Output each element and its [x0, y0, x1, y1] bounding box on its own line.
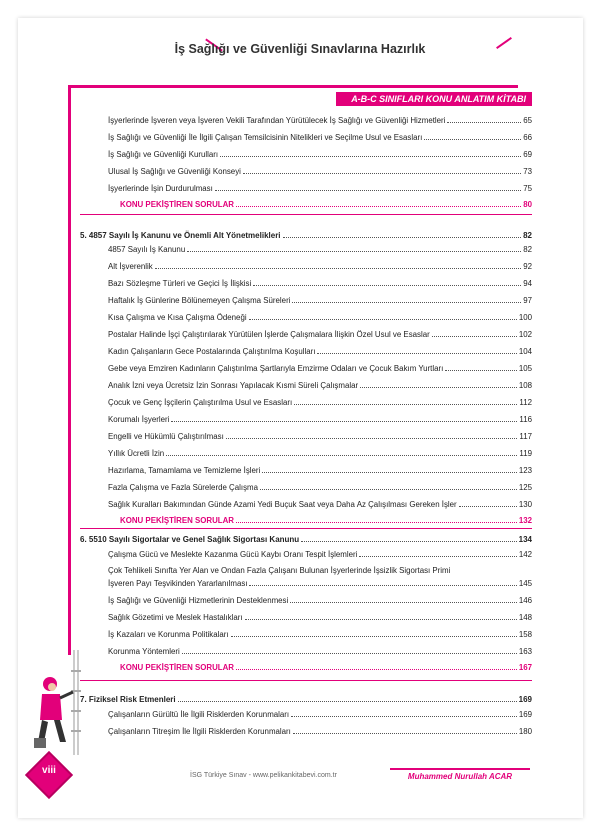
toc-entry-title: İş Kazaları ve Korunma Politikaları — [108, 630, 229, 639]
toc-entry-title: Sağlık Kuralları Bakımından Günde Azami Yedi Buçuk Saat veya Daha Az Çalışılması Gereken İşler — [108, 500, 457, 509]
section-divider — [80, 214, 532, 215]
toc-entry[interactable] — [80, 260, 532, 272]
toc-entry[interactable] — [80, 708, 532, 720]
toc-entry-title: KONU PEKİŞTİREN SORULAR — [120, 516, 234, 525]
page-title: İş Sağlığı ve Güvenliği Sınavlarına Hazırlık — [174, 42, 426, 56]
toc-entry-page: 82 — [523, 245, 532, 254]
section-divider — [80, 680, 532, 681]
toc-review-questions[interactable] — [80, 514, 532, 526]
toc-entry-title: 6. 5510 Sayılı Sigortalar ve Genel Sağlık Sigortası Kanunu — [80, 535, 300, 544]
toc-entry-title: 7. Fiziksel Risk Etmenleri — [80, 695, 176, 704]
toc-entry[interactable] — [80, 182, 532, 194]
toc-entry-page: 123 — [518, 466, 532, 475]
toc-entry[interactable] — [80, 294, 532, 306]
toc-entry-title: İş Sağlığı ve Güvenliği İle İlgili Çalışan Temsilcisinin Nitelikleri ve Seçilme Usul ve Esasları — [108, 133, 423, 142]
toc-entry[interactable] — [80, 481, 532, 493]
toc-entry-title: Engelli ve Hükümlü Çalıştırılması — [108, 432, 224, 441]
toc-entry[interactable] — [80, 243, 532, 255]
toc-entry[interactable] — [80, 396, 532, 408]
toc-entry[interactable] — [80, 379, 532, 391]
toc-entry-page: 80 — [523, 200, 532, 209]
toc-entry-page: 169 — [518, 710, 532, 719]
toc-entry-page: 108 — [518, 381, 532, 390]
toc-entry[interactable] — [80, 725, 532, 737]
toc-entry-title: Korunma Yöntemleri — [108, 647, 180, 656]
toc-entry-page: 69 — [523, 150, 532, 159]
toc-entry[interactable] — [80, 328, 532, 340]
toc-section-heading[interactable] — [80, 229, 532, 241]
toc-entry[interactable] — [80, 277, 532, 289]
toc-entry-title: Çalışanların Gürültü İle İlgili Risklerden Korunmaları — [108, 710, 290, 719]
toc-entry[interactable] — [80, 165, 532, 177]
toc-entry-title: Alt İşverenlik — [108, 262, 153, 271]
toc-entry-page: 116 — [519, 415, 532, 424]
toc-entry-page: 65 — [523, 116, 532, 125]
toc-entry[interactable] — [80, 548, 532, 560]
toc-entry-page: 125 — [518, 483, 532, 492]
toc-entry-page: 163 — [518, 647, 532, 656]
toc-entry-title: Kadın Çalışanların Gece Postalarında Çalıştırılma Koşulları — [108, 347, 316, 356]
toc-entry-title: Fazla Çalışma ve Fazla Sürelerde Çalışma — [108, 483, 258, 492]
toc-entry[interactable] — [80, 345, 532, 357]
toc-entry-page: 146 — [518, 596, 532, 605]
toc-entry-page: 66 — [523, 133, 532, 142]
toc-entry-title: Haftalık İş Günlerine Bölünemeyen Çalışma Süreleri — [108, 296, 291, 305]
toc-entry-title: İşyerlerinde İşin Durdurulması — [108, 184, 213, 193]
toc-entry[interactable] — [80, 114, 532, 126]
toc-section-heading[interactable] — [80, 533, 532, 545]
toc-entry-page: 134 — [518, 535, 532, 544]
toc-entry-page: 180 — [518, 727, 532, 736]
toc-entry[interactable] — [80, 311, 532, 323]
toc-entry-title: Postalar Halinde İşçi Çalıştırılarak Yürütülen İşlerde Çalışmalara İlişkin Özel Usul ve Esaslar — [108, 330, 430, 339]
toc-entry-page: 73 — [523, 167, 532, 176]
toc-entry-title: Bazı Sözleşme Türleri ve Geçici İş İlişkisi — [108, 279, 252, 288]
toc-review-questions[interactable] — [80, 198, 532, 210]
toc-entry-title: İşyerlerinde İşveren veya İşveren Vekili Tarafından Yürütülecek İş Sağlığı ve Güvenliği Hizmetleri — [108, 116, 446, 125]
book-subtitle: A-B-C SINIFLARI KONU ANLATIM KİTABI — [336, 92, 532, 106]
toc-entry-title: KONU PEKİŞTİREN SORULAR — [120, 663, 234, 672]
toc-entry-title: Korumalı İşyerleri — [108, 415, 170, 424]
footer-website: İSG Türkiye Sınav - www.pelikankitabevi.com.tr — [190, 772, 337, 779]
toc-entry-title: Çalışma Gücü ve Meslekte Kazanma Gücü Kaybı Oranı Tespit İşlemleri — [108, 550, 358, 559]
toc-entry-title: Analık İzni veya Ücretsiz İzin Sonrası Yapılacak Kısmi Süreli Çalışmalar — [108, 381, 359, 390]
toc-entry-page: 82 — [523, 231, 532, 240]
toc-entry-title: İşveren Payı Teşvikinden Yararlanılması — [108, 579, 248, 588]
toc-section-heading[interactable] — [80, 693, 532, 705]
toc-entry-multiline-line1: Çok Tehlikeli Sınıfta Yer Alan ve Ondan Fazla Çalışanı Bulunan İşyerlerinde İşsizlik Sigortası Primi — [108, 566, 451, 575]
toc-entry[interactable] — [80, 447, 532, 459]
page-number: viii — [42, 765, 56, 776]
toc-entry-page: 105 — [518, 364, 532, 373]
toc-entry[interactable] — [80, 148, 532, 160]
toc-entry-page: 132 — [518, 516, 532, 525]
toc-entry[interactable] — [80, 628, 532, 640]
toc-entry[interactable] — [80, 362, 532, 374]
toc-entry-title: İş Sağlığı ve Güvenliği Kurulları — [108, 150, 219, 159]
toc-entry-page: 94 — [523, 279, 532, 288]
toc-entry-title: Çocuk ve Genç İşçilerin Çalıştırılma Usul ve Esasları — [108, 398, 293, 407]
toc-entry[interactable] — [80, 131, 532, 143]
toc-entry-title: Sağlık Gözetimi ve Meslek Hastalıkları — [108, 613, 243, 622]
toc-entry-page: 119 — [519, 449, 532, 458]
toc-entry-page: 75 — [523, 184, 532, 193]
toc-entry[interactable] — [80, 413, 532, 425]
frame-top-border — [68, 85, 518, 88]
toc-review-questions[interactable] — [80, 661, 532, 673]
toc-entry[interactable] — [80, 464, 532, 476]
toc-entry-title: Çalışanların Titreşim İle İlgili Risklerden Korunmaları — [108, 727, 291, 736]
toc-entry-page: 148 — [518, 613, 532, 622]
toc-entry-page: 145 — [518, 579, 532, 588]
toc-entry[interactable] — [80, 611, 532, 623]
toc-entry-page: 158 — [518, 630, 532, 639]
toc-entry[interactable] — [80, 430, 532, 442]
frame-left-border — [68, 85, 71, 655]
climbing-worker-illustration-icon — [26, 650, 86, 760]
toc-entry-page: 112 — [519, 398, 532, 407]
toc-entry-page: 97 — [523, 296, 532, 305]
toc-entry-title: Gebe veya Emziren Kadınların Çalıştırılma Şartlarıyla Emzirme Odaları ve Çocuk Bakım Yurtları — [108, 364, 444, 373]
footer-author: Muhammed Nurullah ACAR — [390, 768, 530, 784]
toc-entry-page: 104 — [518, 347, 532, 356]
toc-entry-title: KONU PEKİŞTİREN SORULAR — [120, 200, 234, 209]
toc-entry-title: 4857 Sayılı İş Kanunu — [108, 245, 186, 254]
toc-entry[interactable] — [80, 577, 532, 589]
toc-entry-page: 142 — [518, 550, 532, 559]
toc-entry[interactable] — [80, 645, 532, 657]
section-divider — [80, 528, 532, 529]
toc-entry-title: Ulusal İş Sağlığı ve Güvenliği Konseyi — [108, 167, 241, 176]
toc-entry-title: İş Sağlığı ve Güvenliği Hizmetlerinin Desteklenmesi — [108, 596, 289, 605]
toc-entry-title: 5. 4857 Sayılı İş Kanunu ve Önemli Alt Yönetmelikleri — [80, 231, 281, 240]
toc-entry-title: Yıllık Ücretli İzin — [108, 449, 165, 458]
toc-entry-title: Kısa Çalışma ve Kısa Çalışma Ödeneği — [108, 313, 247, 322]
toc-entry-page: 102 — [518, 330, 532, 339]
toc-entry-title: Hazırlama, Tamamlama ve Temizleme İşleri — [108, 466, 261, 475]
toc-entry-page: 167 — [518, 663, 532, 672]
toc-entry-page: 130 — [518, 500, 532, 509]
toc-entry-page: 100 — [518, 313, 532, 322]
toc-entry-page: 92 — [523, 262, 532, 271]
toc-entry-page: 117 — [519, 432, 532, 441]
toc-entry-page: 169 — [518, 695, 532, 704]
toc-entry[interactable] — [80, 594, 532, 606]
toc-entry[interactable] — [80, 498, 532, 510]
